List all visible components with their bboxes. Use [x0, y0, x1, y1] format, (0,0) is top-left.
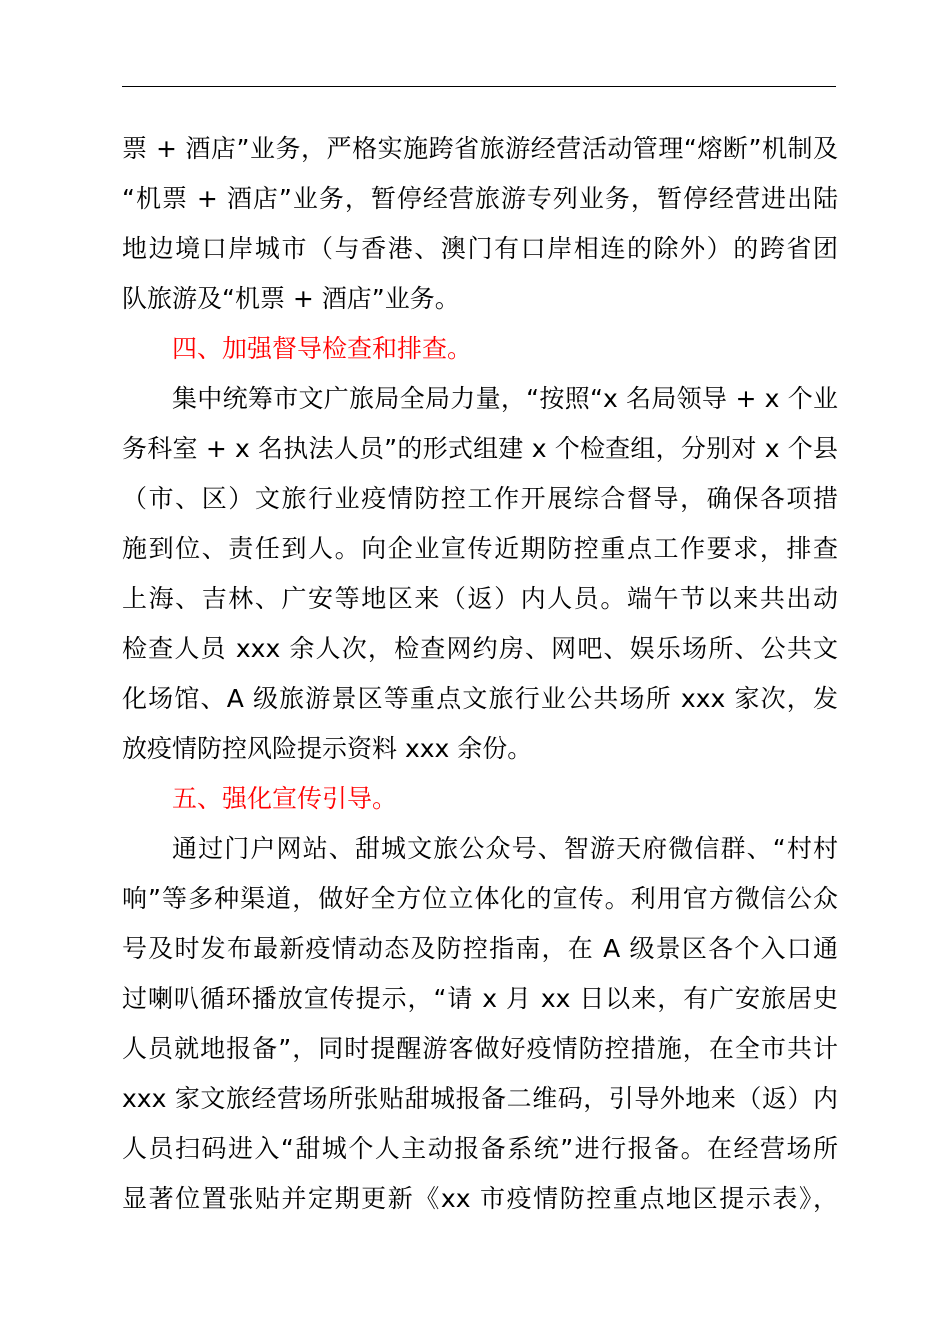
- text-line: 施到位、责任到人。向企业宣传近期防控重点工作要求，排查: [122, 534, 838, 563]
- text-line: 通过门户网站、甜城文旅公众号、智游天府微信群、“村村: [172, 834, 838, 863]
- text-line: 人员就地报备”，同时提醒游客做好疫情防控措施，在全市共计: [122, 1034, 838, 1063]
- text-line: 地边境口岸城市（与香港、澳门有口岸相连的除外）的跨省团: [122, 234, 838, 263]
- text-line: “机票 + 酒店”业务，暂停经营旅游专列业务，暂停经营进出陆: [122, 184, 838, 213]
- text-line: 检查人员 xxx 余人次，检查网约房、网吧、娱乐场所、公共文: [122, 634, 838, 663]
- text-line: 上海、吉林、广安等地区来（返）内人员。端午节以来共出动: [122, 584, 838, 613]
- text-line: 过喇叭循环播放宣传提示，“请 x 月 xx 日以来，有广安旅居史: [122, 984, 838, 1013]
- paragraph-inspection: [122, 374, 838, 774]
- text-line: 集中统筹市文广旅局全局力量，“按照“x 名局领导 + x 个业: [172, 384, 838, 413]
- document-body: [122, 124, 838, 1224]
- text-line: 票 + 酒店”业务，严格实施跨省旅游经营活动管理“熔断”机制及: [122, 134, 838, 163]
- section-heading-4: 四、加强督导检查和排查。: [172, 334, 473, 363]
- text-line: 务科室 + x 名执法人员”的形式组建 x 个检查组，分别对 x 个县: [122, 434, 838, 463]
- paragraph-travel-suspension: [122, 124, 838, 324]
- text-line: 人员扫码进入“甜城个人主动报备系统”进行报备。在经营场所: [122, 1134, 838, 1163]
- text-line: 响”等多种渠道，做好全方位立体化的宣传。利用官方微信公众: [122, 884, 838, 913]
- text-line: 号及时发布最新疫情动态及防控指南，在 A 级景区各个入口通: [122, 934, 838, 963]
- text-line: xxx 家文旅经营场所张贴甜城报备二维码，引导外地来（返）内: [122, 1084, 838, 1113]
- header-rule: [122, 86, 836, 87]
- text-line: （市、区）文旅行业疫情防控工作开展综合督导，确保各项措: [122, 484, 838, 513]
- text-line: 队旅游及“机票 + 酒店”业务。: [122, 284, 460, 313]
- text-line: 显著位置张贴并定期更新《xx 市疫情防控重点地区提示表》，: [122, 1184, 838, 1213]
- text-line: 化场馆、A 级旅游景区等重点文旅行业公共场所 xxx 家次，发: [122, 684, 838, 713]
- text-line: 放疫情防控风险提示资料 xxx 余份。: [122, 734, 533, 763]
- section-heading-5: 五、强化宣传引导。: [172, 784, 398, 813]
- paragraph-publicity: [122, 824, 838, 1224]
